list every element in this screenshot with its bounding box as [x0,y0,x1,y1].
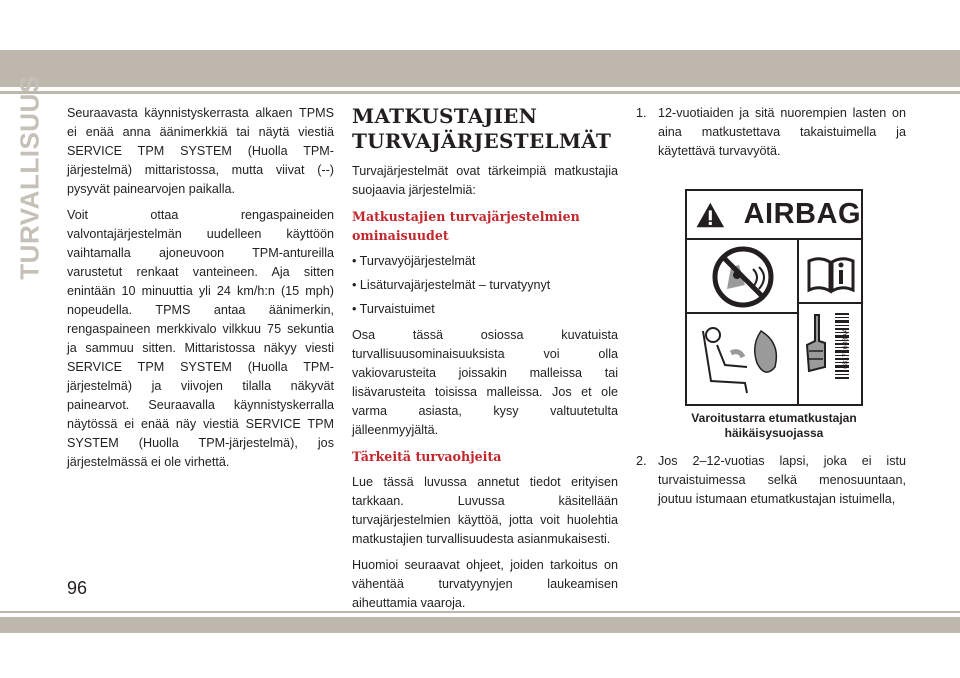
paragraph-tpms-disabled: Seuraavasta käynnistyskerrasta alkaen TPMS ei enää anna äänimerkkiä tai näytä viestiä SERVICE TPM SYSTEM (Huolla TPM-järjestelmä) mittaristossa, mutta viivat (--) pysyvät painearvojen paikalla. [67,106,334,196]
list-item-1-number: 1. [636,106,647,120]
section-side-tab-label: TURVALLISUUS [14,75,45,280]
top-band [0,50,960,87]
bottom-rule [0,611,960,613]
pointing-hand-icon [803,311,831,383]
paragraph-read-carefully: Lue tässä luvussa annetut tiedot erityisen tarkkaan. Luvussa käsitellään turvajärjestelmien käyttöä, jotta voit huolehtia matkustajien turvallisuudesta asianmukaisesti. [352,475,618,546]
top-rule [0,91,960,94]
label-part-number: 68171603AA [842,328,850,369]
paragraph-models: Osa tässä osiossa kuvatuista turvallisuusominaisuuksista voi olla vakiovarusteita joissakin malleissa tai lisävarusteita toisissa malleissa. Jos et ole varma asiasta, kysy valtuutetulta jälleenmyyjältä. [352,328,618,437]
figure-caption-line-1: Varoitustarra etumatkustajan [691,411,857,425]
airbag-label-text: AIRBAG [743,198,861,230]
list-item-2 [636,452,906,509]
section-heading [352,104,618,154]
read-manual-icon [805,253,857,295]
paragraph-intro: Turvajärjestelmät ovat tärkeimpiä matkustajia suojaavia järjestelmiä: [352,164,618,197]
page-number: 96 [67,578,88,598]
figure-caption-line-2: häikäisysuojassa [724,426,824,440]
bullet-child-seats: • Turvaistuimet [352,302,435,316]
subheading-safety-tips: Tärkeitä turvaohjeita [352,449,502,464]
paragraph-tpms-reenable: Voit ottaa rengaspaineiden valvontajärjestelmän uudelleen käyttöön vaihtamalla ajoneuvoon TPM-antureilla varustetut renkaat vanteineen. Aja sitten enintään 10 minuuttia yli 24 km/h:n (15 mph) nopeudella. TPMS antaa äänimerkin, rengaspaineen merkkivalo vilkkuu 75 sekuntia ja sammuu sitten. Mittaristossa näkyy viesti SERVICE TPM SYSTEM (Huolla TPM-järjestelmä) ja viivojen tilalla näkyvät painearvot. Seuraavalla käynnistyskerralla näytössä ei enää näy viestiä SERVICE TPM SYSTEM (Huolla TPM-järjestelmä), jos järjestelmässä ei ole virhettä. [67,208,334,469]
figure-caption [685,411,863,441]
bottom-band [0,617,960,633]
column-1 [67,104,334,479]
seated-occupant-airbag-icon [695,321,791,399]
column-3 [636,104,906,509]
subheading-features: Matkustajien turvajärjestelmien ominaisuudet [352,209,580,243]
paragraph-follow-instructions: Huomioi seuraavat ohjeet, joiden tarkoitus on vähentää turvatyynyjen laukeamisen aiheuttamia vaaroja. [352,558,618,610]
column-2 [352,104,618,620]
figure-divider-horizontal-left [687,312,797,314]
no-child-seat-icon [701,245,785,309]
airbag-label-header [687,191,861,240]
figure-divider-horizontal-right [799,302,863,304]
airbag-warning-label-figure [685,189,863,406]
warning-triangle-icon [695,197,726,233]
bullet-seatbelts: • Turvavyöjärjestelmät [352,254,476,268]
list-item-2-text: Jos 2–12-vuotias lapsi, joka ei istu turvaistuimessa selkä menosuuntaan, joutuu istumaan etumatkustajan istuimella, [658,454,906,506]
section-side-tab [0,75,60,280]
section-heading-line-2: TURVAJÄRJESTELMÄT [352,129,612,153]
list-item-1-text: 12-vuotiaiden ja sitä nuorempien lasten on aina matkustettava takaistuimella ja käytettävä turvavyötä. [658,106,906,158]
figure-divider-vertical [797,240,799,406]
list-item-1 [636,104,906,161]
section-heading-line-1: MATKUSTAJIEN [352,104,538,128]
bullet-airbags: • Lisäturvajärjestelmät – turvatyynyt [352,278,551,292]
list-item-2-number: 2. [636,454,647,468]
